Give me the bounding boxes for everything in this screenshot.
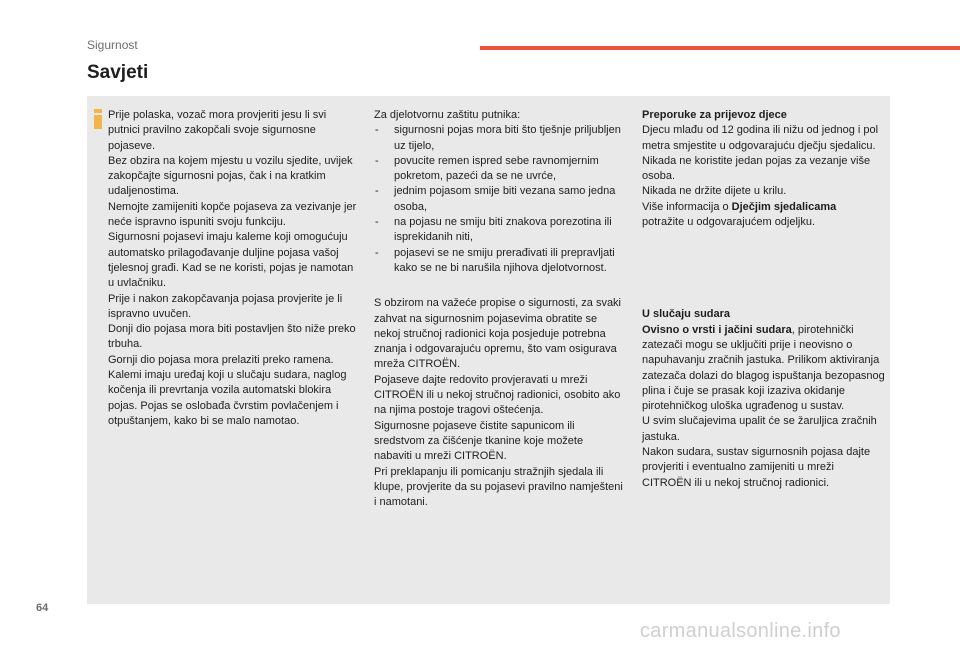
reference-paragraph bbox=[642, 200, 885, 231]
paragraph: S obzirom na važeće propise o sigurnosti, za svaki zahvat na sigurnosnim pojasevima obratite se nekoj stručnoj radionici koja posjeduje potrebna znanja i odgovarajuću opremu, što vam osigurava mreža CITROËN. bbox=[374, 297, 622, 371]
collision-lead-bold: Ovisno o vrsti i jačini sudara bbox=[642, 323, 792, 336]
paragraph: Gornji dio pojasa mora prelaziti preko ramena. bbox=[108, 353, 334, 366]
accent-bar bbox=[480, 46, 960, 50]
paragraph: Nikada ne koristite jedan pojas za vezanje više osoba. bbox=[642, 154, 871, 183]
paragraph: Nemojte zamijeniti kopče pojaseva za vezivanje jer neće ispravno ispuniti svoju funkciju. bbox=[108, 200, 357, 229]
paragraph: Pri preklapanju ili pomicanju stražnjih sjedala ili klupe, provjerite da su pojasevi pravilno namješteni i namotani. bbox=[374, 465, 623, 509]
list-item: - jednim pojasom smije biti vezana samo jedna osoba, bbox=[374, 184, 624, 215]
watermark: carmanualsonline.info bbox=[640, 620, 841, 642]
column-children-and-collision bbox=[642, 108, 885, 491]
paragraph: Nikada ne držite dijete u krilu. bbox=[642, 185, 787, 198]
collision-lead bbox=[642, 323, 885, 415]
paragraph: Prije polaska, vozač mora provjeriti jesu li svi putnici pravilno zakopčali svoje sigurnosne pojaseve. bbox=[108, 109, 327, 152]
paragraph: Sigurnosne pojaseve čistite sapunicom ili sredstvom za čišćenje tkanine koje možete nabaviti u mreži CITROËN. bbox=[374, 419, 584, 463]
reference-prefix: Više informacija o bbox=[642, 200, 732, 213]
collision-lead-text: , pirotehnički zatezači mogu se uključiti prije i neovisno o napuhavanju zračnih jastuka. Prilikom aktiviranja zatezača dolazi do blagog ispuštanja bezopasnog plina i čuje se prasak koji izaziva okidanje pirotehničkog uloška ugrađenog u sustav. bbox=[642, 323, 885, 413]
list-item: - povucite remen ispred sebe ravnomjernim pokretom, pazeći da se ne uvrće, bbox=[374, 154, 624, 185]
children-heading: Preporuke za prijevoz djece bbox=[642, 109, 787, 121]
page-number: 64 bbox=[36, 602, 49, 614]
page-title: Savjeti bbox=[87, 62, 149, 83]
paragraph: Donji dio pojasa mora biti postavljen što niže preko trbuha. bbox=[108, 323, 356, 351]
paragraph: Djecu mlađu od 12 godina ili nižu od jednog i pol metra smjestite u odgovarajuću dječju sjedalicu. bbox=[642, 124, 879, 152]
paragraph: Sigurnosni pojasevi imaju kaleme koji omogućuju automatsko prilagođavanje duljine pojasa vašoj tjelesnoj građi. Kad se ne koristi, pojas je namotan u uvlačniku. bbox=[108, 231, 354, 290]
paragraph: Bez obzira na kojem mjestu u vozilu sjedite, uvijek zakopčajte sigurnosni pojas, čak i na kratkim udaljenostima. bbox=[108, 154, 353, 198]
list-item: - pojasevi se ne smiju prerađivati ili prepravljati kako se ne bi narušila njihova djelotvornost. bbox=[374, 246, 624, 277]
info-icon bbox=[94, 109, 102, 129]
advice-panel bbox=[87, 96, 890, 604]
section-label: Sigurnost bbox=[87, 38, 138, 52]
paragraph: U svim slučajevima upalit će se žaruljica zračnih jastuka. bbox=[642, 415, 877, 443]
protection-list bbox=[374, 123, 624, 276]
child-seats-reference: Dječjim sjedalicama bbox=[731, 200, 837, 213]
list-item: - sigurnosni pojas mora biti što tješnje priljubljen uz tijelo, bbox=[374, 123, 624, 154]
paragraph: Prije i nakon zakopčavanja pojasa provjerite je li ispravno uvučen. bbox=[108, 292, 343, 320]
list-intro: Za djelotvornu zaštitu putnika: bbox=[374, 109, 521, 121]
paragraph: Nakon sudara, sustav sigurnosnih pojasa dajte provjeriti i eventualno zamijeniti u mreži CITROËN ili u nekoj stručnoj radionici. bbox=[642, 446, 871, 489]
paragraph: Pojaseve dajte redovito provjeravati u mreži CITROËN ili u nekoj stručnoj radionici, osobito ako na njima postoje tragovi oštećenja. bbox=[374, 373, 621, 417]
column-general-advice bbox=[108, 108, 358, 429]
paragraph: Kalemi imaju uređaj koji u slučaju sudara, naglog kočenja ili prevrtanja vozila automatski blokira pojas. Pojas se oslobađa čvrstim povlačenjem i otpuštanjem, kako bi se malo namotao. bbox=[108, 369, 347, 427]
collision-heading: U slučaju sudara bbox=[642, 308, 731, 321]
column-effective-protection bbox=[374, 108, 624, 510]
reference-suffix: potražite u odgovarajućem odjeljku. bbox=[642, 216, 816, 229]
list-item: - na pojasu ne smiju biti znakova porezotina ili isprekidanih niti, bbox=[374, 215, 624, 246]
